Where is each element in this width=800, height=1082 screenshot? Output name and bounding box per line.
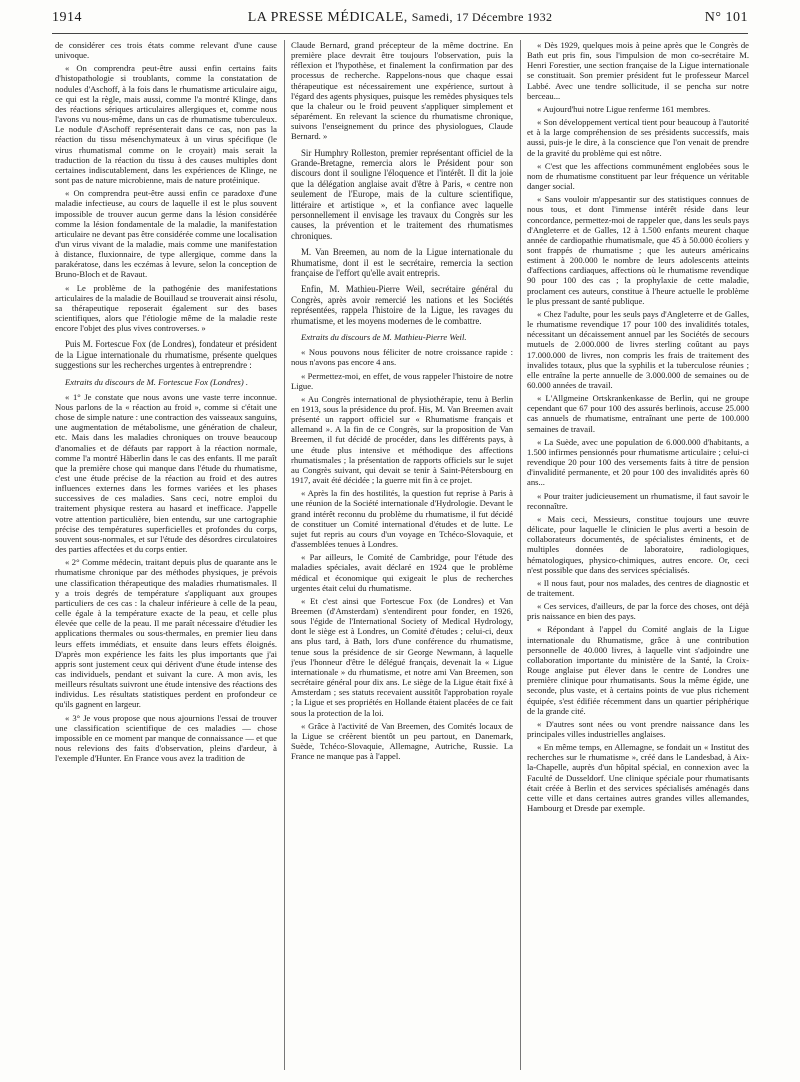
paragraph: « Pour traiter judicieusement un rhumatisme, il faut savoir le reconnaître.: [527, 490, 749, 511]
paragraph: « La Suède, avec une population de 6.000.000 d'habitants, a 1.500 infirmes pensionnés pour rhumatisme articulaire ; celui-ci revendique 20 pour 100 des versements faits à titre de pension d'invalidité permanente, et 20 pour 100 des invalidités après 60 ans...: [527, 436, 749, 488]
column-divider: [284, 40, 285, 1070]
paragraph: « 2° Comme médecin, traitant depuis plus de quarante ans le rhumatisme chronique par des méthodes physiques, je prévois une classification thérapeutique des maladies rhumatismales. Il y a trois degrés de température s'appliquant aux groupes particuliers de ces cas : la chaleur inférieure à celle de la peau, celle égale à la température exacte de la peau, et celle plus élevée que celle de la peau. Il me paraît nécessaire d'étudier les applications thermales ou sous-thermales, en premier lieu dans leurs effets immédiats, et ensuite dans leurs effets éloignés. D'après mon expérience les faits les plus importants que j'ai appris sont justement ceux qui dérivent d'une étude intense des cas individuels, pendant et suivant la cure. A mon avis, les meilleurs résultats suivront une étude intensive des réactions des individus. Les résultats statistiques perdent en profondeur ce qu'ils gagnent en largeur.: [55, 557, 277, 710]
paragraph: « Répondant à l'appel du Comité anglais de la Ligue internationale du Rhumatisme, grâce à une contribution personnelle de 40.000 livres, à laquelle vint s'adjoindre une collaboration importante du ministère de la Santé, la Croix-Rouge anglaise put élever dans le centre de Londres une première clinique pour rhumatisants. Sous la même égide, une seconde, plus vaste, et à certains points de vue plus richement équipée, s'est édifiée récemment dans un quartier périphérique de la grande cité.: [527, 624, 749, 716]
page-number: 1914: [52, 10, 82, 25]
paragraph: « Par ailleurs, le Comité de Cambridge, pour l'étude des maladies spéciales, avait déclaré en 1924 que le problème médical et économique qui exigeait le plus de recherches urgentes était celui du rhumatisme.: [291, 552, 513, 593]
masthead: [52, 10, 748, 26]
paragraph: « Dès 1929, quelques mois à peine après que le Congrès de Bath eut pris fin, sous l'impulsion de mon co-secrétaire M. Henri Forestier, une section française de la Ligue internationale se constituait. Son premier président fut le professeur Marcel Labbé. Avec une tendre sollicitude, il se pencha sur notre berceau...: [527, 40, 749, 101]
paragraph: « 3° Je vous propose que nous ajournions l'essai de trouver une classification scientifique de ces maladies — chose impossible en ce moment par manque de connaissance — et que nous relevions des faits d'observation, pleins d'ardeur, à l'exemple d'Hunter. En France vous avez la tradition de: [55, 712, 277, 764]
header-rule: [52, 33, 748, 34]
issue-number: N° 101: [704, 10, 748, 25]
paragraph: « Et c'est ainsi que Fortescue Fox (de Londres) et Van Breemen (d'Amsterdam) s'entendirent pour fonder, en 1926, sous l'égide de l'International Society of Medical Hydrology, dont le siège est à Londres, un Comité d'études ; celui-ci, deux ans plus tard, à Bath, lors d'une conférence du rhumatisme, tenue sous la présidence de sir George Newmann, à laquelle j'eus l'honneur d'être le délégué français, devenait la « Ligue internationale » du rhumatisme, et notre ami Van Breemen, son secrétaire général pour dix ans. Le siège de la Ligue était fixé à Amsterdam ; ses statuts recevaient aussitôt l'approbation royale ; la Ligue et ses propriétés en Hollande étaient placées de ce fait sous la protection de la loi.: [291, 595, 513, 718]
paragraph: « En même temps, en Allemagne, se fondait un « Institut des recherches sur le rhumatisme », créé dans le Landesbad, à Aix-la-Chapelle, auprès d'un hôpital spécial, en connexion avec la Faculté de Dusseldorf. Une clinique spéciale pour rhumatisants était créée à Berlin et des services spécialisés aménagés dans cette ville et dans certaines autres grandes villes allemandes, Hambourg et Dresde par exemple.: [527, 742, 749, 814]
column-2: [291, 40, 513, 1072]
paragraph: « C'est que les affections communément englobées sous le nom de rhumatisme constituent par leur fréquence un véritable danger social.: [527, 160, 749, 192]
extract-heading: Extraits du discours de M. Fortescue Fox (Londres) .: [65, 376, 248, 387]
speaker-intro: Enfin, M. Mathieu-Pierre Weil, secrétaire général du Congrès, après avoir remercié les nations et les Sociétés représentées, rappela l'histoire de la Ligue, les ravages du rhumatisme, et les moyens modernes de le combattre.: [291, 284, 513, 326]
paragraph: « Après la fin des hostilités, la question fut reprise à Paris à une réunion de la Société internationale d'Hydrologie. Devant le grand intérêt reconnu du problème du rhumatisme, il fut décidé de constituer un Comité international d'études et de lutte. Le sujet fut repris au cours d'un voyage en Tchéco-Slovaquie, et d'assemblées tenues à Londres.: [291, 488, 513, 550]
paragraph: « L'Allgmeine Ortskrankenkasse de Berlin, qui ne groupe cependant que 67 pour 100 des assurés berlinois, accuse 25.000 cas annuels de rhumatisme, entraînant une perte de 100.000 semaines de travail.: [527, 393, 749, 434]
issue-date: Samedi, 17 Décembre 1932: [411, 10, 553, 24]
paragraph: « Permettez-moi, en effet, de vous rappeler l'histoire de notre Ligue.: [291, 370, 513, 391]
paragraph: « On comprendra peut-être aussi enfin ce paradoxe d'une maladie infectieuse, au cours de laquelle il est le plus souvent impossible de trouver aucun germe dans la lésion considérée comme la lésion fondamentale de la maladie, la manifestation articulaire ne devant pas être considérée comme une localisation d'un virus vivant de la maladie, mais comme une manifestation à distance, fluxionnaire, de type allergique, comme dans la parakératose, dans les eczémas à levure, selon la conception de Bruno-Bloch et de Ravaut.: [55, 188, 277, 280]
paragraph: de considérer ces trois états comme relevant d'une cause univoque.: [55, 40, 277, 61]
paragraph: « On comprendra peut-être aussi enfin certains faits d'histopathologie si troublants, comme la constatation de nodules d'Aschoff, à la fois dans le rhumatisme articulaire aigu, ce qui est la règle, mais aussi, comme l'a montré Klinge, dans des réactions sériques articulaires allergiques et, comme nous l'avons vu nous-même, dans un cas de rhumatisme tuberculeux. Le nodule d'Aschoff représenterait dans ce cas, non pas la réaction du tissu mésenchymateux à un virus spécifique (le virus rhumatismal comme on le croyait) mais serait la traduction de la réaction du tissu à des causes multiples dont certaines indiscutablement, dans les expériences de Klinge, ne sont pas de nature microbienne, mais de nature protéinique.: [55, 63, 277, 186]
paragraph: « Nous pouvons nous féliciter de notre croissance rapide : nous n'avons pas encore 4 ans.: [291, 347, 513, 368]
paragraph: « Aujourd'hui notre Ligue renferme 161 membres.: [537, 103, 711, 114]
paragraph: « Ces services, d'ailleurs, de par la force des choses, ont déjà pris naissance en bien des pays.: [527, 601, 749, 622]
paragraph: « Le problème de la pathogénie des manifestations articulaires de la maladie de Bouillaud se trouverait ainsi résolu, sa thérapeutique reposerait également sur des bases scientifiques, alors que l'étiologie même de la maladie reste encore l'objet des plus vives controverses. »: [55, 282, 277, 334]
column-3: [527, 40, 749, 1072]
speaker-intro: Puis M. Fortescue Fox (de Londres), fondateur et président de la Ligue internationale du rhumatisme, présente quelques suggestions sur les recherches urgentes à entreprendre :: [55, 339, 277, 371]
paragraph: « 1° Je constate que nous avons une vaste terre inconnue. Nous parlons de la « réaction au froid », comme si c'était une chose de simple nature : une contraction des vaisseaux sanguins, une augmentation de métabolisme, une génération de chaleur, etc. Mais dans les maladies chroniques on trouve beaucoup d'anomalies et de défauts par rapport à la réaction normale, comme l'a montré Häberlin dans le cas des enfants. Il me paraît que la première chose qui manque dans l'étude du rhumatisme, c'est une étude précise de la réaction au froid et des autres influences externes dans les formes variées et les phases successives de ces maladies. Sans ceci, notre emploi du traitement physique restera au hasard et inefficace. J'appelle votre attention particulière, bien entendu, sur une cartographie précise des températures superficielles et profondes du corps, souvent sous-normales, et sur l'étude des désordres circulatoires des parties affectées et du corps entier.: [55, 391, 277, 555]
paragraph: « Son développement vertical tient pour beaucoup à l'autorité et à la large compréhension de ses présidents successifs, mais aussi, puis-je le dire, à la conscience que l'on venait de prendre de la gravité du problème qui est nôtre.: [527, 117, 749, 158]
paragraph: « Sans vouloir m'appesantir sur des statistiques connues de nous tous, et dont l'immense intérêt réside dans leur concordance, permettez-moi de rappeler que, dans les seuls pays d'Angleterre et de Galles, 12 à 1.500 enfants meurent chaque année de cardiopathie rhumatismale, que 45 à 50.000 écoliers y sont frappés de rhumatisme ; que les auteurs américains estiment à 200.000 le nombre de leurs adolescents atteints d'affections cardiaques, affections où le rhumatisme revendique 90 pour 100 des cas ; la prophylaxie de cette maladie, proclament ces auteurs, constitue à l'heure actuelle le problème le plus pressant de santé publique.: [527, 194, 749, 306]
paragraph: « Chez l'adulte, pour les seuls pays d'Angleterre et de Galles, le rhumatisme revendique 17 pour 100 des invalidités totales, nécessitant un décaissement annuel par les Sociétés de secours mutuels de 2.000.000 de livres sterling coûtant au pays 17.000.000 de livres, non compris les frais de traitement des invalides totaux, plus que la syphilis et la tuberculose réunies ; elle entraîne la perte annuelle de 3.000.000 de semaines ou de 60.000 années de travail.: [527, 308, 749, 390]
paragraph: Claude Bernard, grand précepteur de la même doctrine. En première place devrait être toujours l'observation, puis la réflexion et l'hypothèse, et finalement la confirmation par des processus de recherche. Rappelons-nous que chaque essai thérapeutique est nécessairement une expérience, surtout à l'égard des agents physiques, puisque les remèdes physiques tels que la chaleur ou le froid peuvent s'appliquer simplement et séparément. En relevant la science du rhumatisme chronique, suivons l'enseignement du prince des physiologues, Claude Bernard. »: [291, 40, 513, 142]
paragraph: « Mais ceci, Messieurs, constitue toujours une œuvre délicate, pour laquelle le clinicien le plus averti a besoin de collaborateurs documentés, de spécialistes éminents, et de multiples données de laboratoire, radiologiques, hématologiques, physico-chimiques, autres encore. Or, ceci n'est possible que dans des services spécialisés.: [527, 513, 749, 575]
page-header: [52, 10, 748, 32]
paragraph: « Au Congrès international de physiothérapie, tenu à Berlin en 1913, sous la présidence du prof. His, M. Van Breemen avait présenté un rapport officiel sur « Rhumatisme français et allemand ». A la fin de ce Congrès, sur la proposition de Van Breemen, il fut décidé de procéder, dans les différents pays, à une étude plus intensive et méthodique des affections rhumatismales ; la présentation de rapports officiels sur le sujet au Congrès suivant, qui devait se tenir à Saint-Pétersbourg en 1917, avait été décidée ; la guerre mit fin à ce projet.: [291, 393, 513, 486]
column-1: [55, 40, 277, 1072]
extract-heading: Extraits du discours de M. Mathieu-Pierre Weil.: [301, 332, 467, 343]
speaker-intro: M. Van Breemen, au nom de la Ligue internationale du Rhumatisme, dont il est le secrétaire, remercia la section française de l'effort qu'elle avait entrepris.: [291, 247, 513, 279]
paragraph: « Il nous faut, pour nos malades, des centres de diagnostic et de traitement.: [527, 577, 749, 598]
paragraph: « Grâce à l'activité de Van Breemen, des Comités locaux de la Ligue se créèrent bientôt un peu partout, en Danemark, Suède, Tchéco-Slovaquie, Allemagne, Autriche, Russie. La France ne manque pas à l'appel.: [291, 720, 513, 762]
paragraph: « D'autres sont nées ou vont prendre naissance dans les principales villes industrielles anglaises.: [527, 718, 749, 739]
journal-title: LA PRESSE MÉDICALE,: [247, 10, 408, 25]
column-divider: [520, 40, 521, 1070]
speaker-intro: Sir Humphry Rolleston, premier représentant officiel de la Grande-Bretagne, remercia alors le Président pour son discours dont il souligne l'éloquence et l'intérêt. Il dit la joie que la délégation anglaise avait d'être à Paris, « centre non seulement de l'Europe, mais de la culture scientifique, littéraire et artistique », et la confiance avec laquelle personnellement il envisage les travaux du Congrès sur les causes, la prévention et le traitement des rhumatismes chroniques.: [291, 147, 513, 241]
